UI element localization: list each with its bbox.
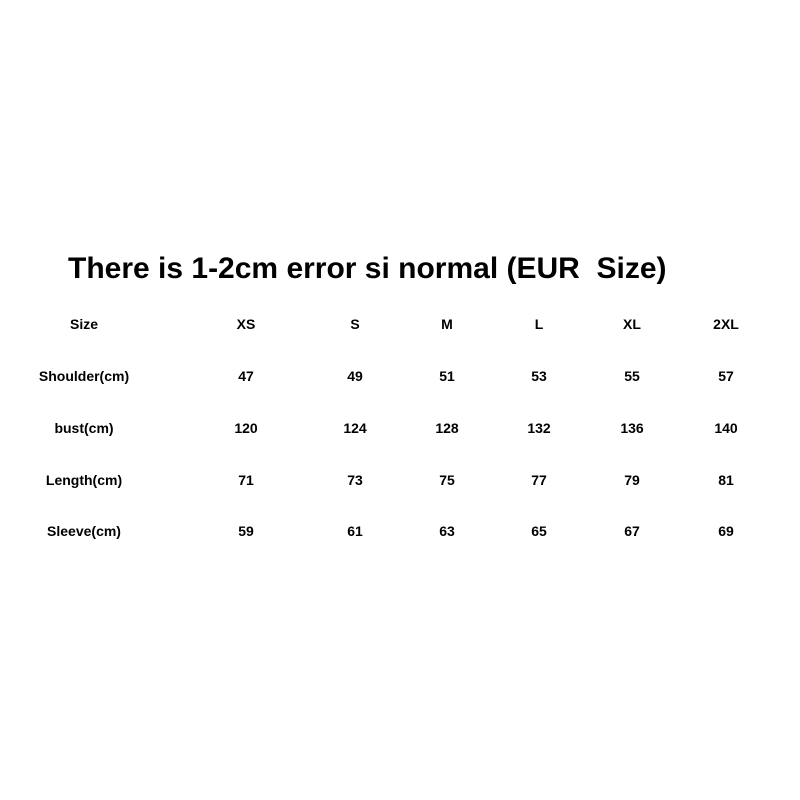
table-header-cell: Size: [69, 316, 99, 332]
table-header-cell: M: [441, 316, 453, 332]
table-header-cell: 2XL: [713, 316, 739, 332]
row-label-sleeve: Sleeve(cm): [47, 523, 121, 539]
table-cell: 136: [620, 420, 644, 436]
table-cell: 65: [531, 523, 547, 539]
table-cell: 81: [718, 472, 734, 488]
table-header-cell: L: [534, 316, 544, 332]
table-cell: 67: [624, 523, 640, 539]
table-header-cell: XS: [236, 316, 256, 332]
table-cell: 132: [527, 420, 551, 436]
table-cell: 75: [439, 472, 455, 488]
table-cell: 140: [714, 420, 738, 436]
table-cell: 77: [531, 472, 547, 488]
table-cell: 55: [624, 368, 640, 384]
table-header-cell: S: [350, 316, 360, 332]
table-cell: 128: [435, 420, 459, 436]
table-cell: 79: [624, 472, 640, 488]
table-cell: 53: [531, 368, 547, 384]
table-cell: 71: [238, 472, 254, 488]
table-cell: 63: [439, 523, 455, 539]
table-cell: 61: [347, 523, 363, 539]
table-cell: 49: [347, 368, 363, 384]
table-cell: 124: [343, 420, 367, 436]
table-cell: 120: [234, 420, 258, 436]
table-cell: 51: [439, 368, 455, 384]
table-cell: 69: [718, 523, 734, 539]
row-label-shoulder: Shoulder(cm): [38, 368, 130, 384]
row-label-bust: bust(cm): [54, 420, 114, 436]
table-cell: 47: [238, 368, 254, 384]
row-label-length: Length(cm): [45, 472, 123, 488]
table-cell: 73: [347, 472, 363, 488]
page-title: There is 1-2cm error si normal (EUR Size): [68, 252, 667, 285]
table-cell: 57: [718, 368, 734, 384]
table-cell: 59: [238, 523, 254, 539]
table-header-cell: XL: [623, 316, 641, 332]
